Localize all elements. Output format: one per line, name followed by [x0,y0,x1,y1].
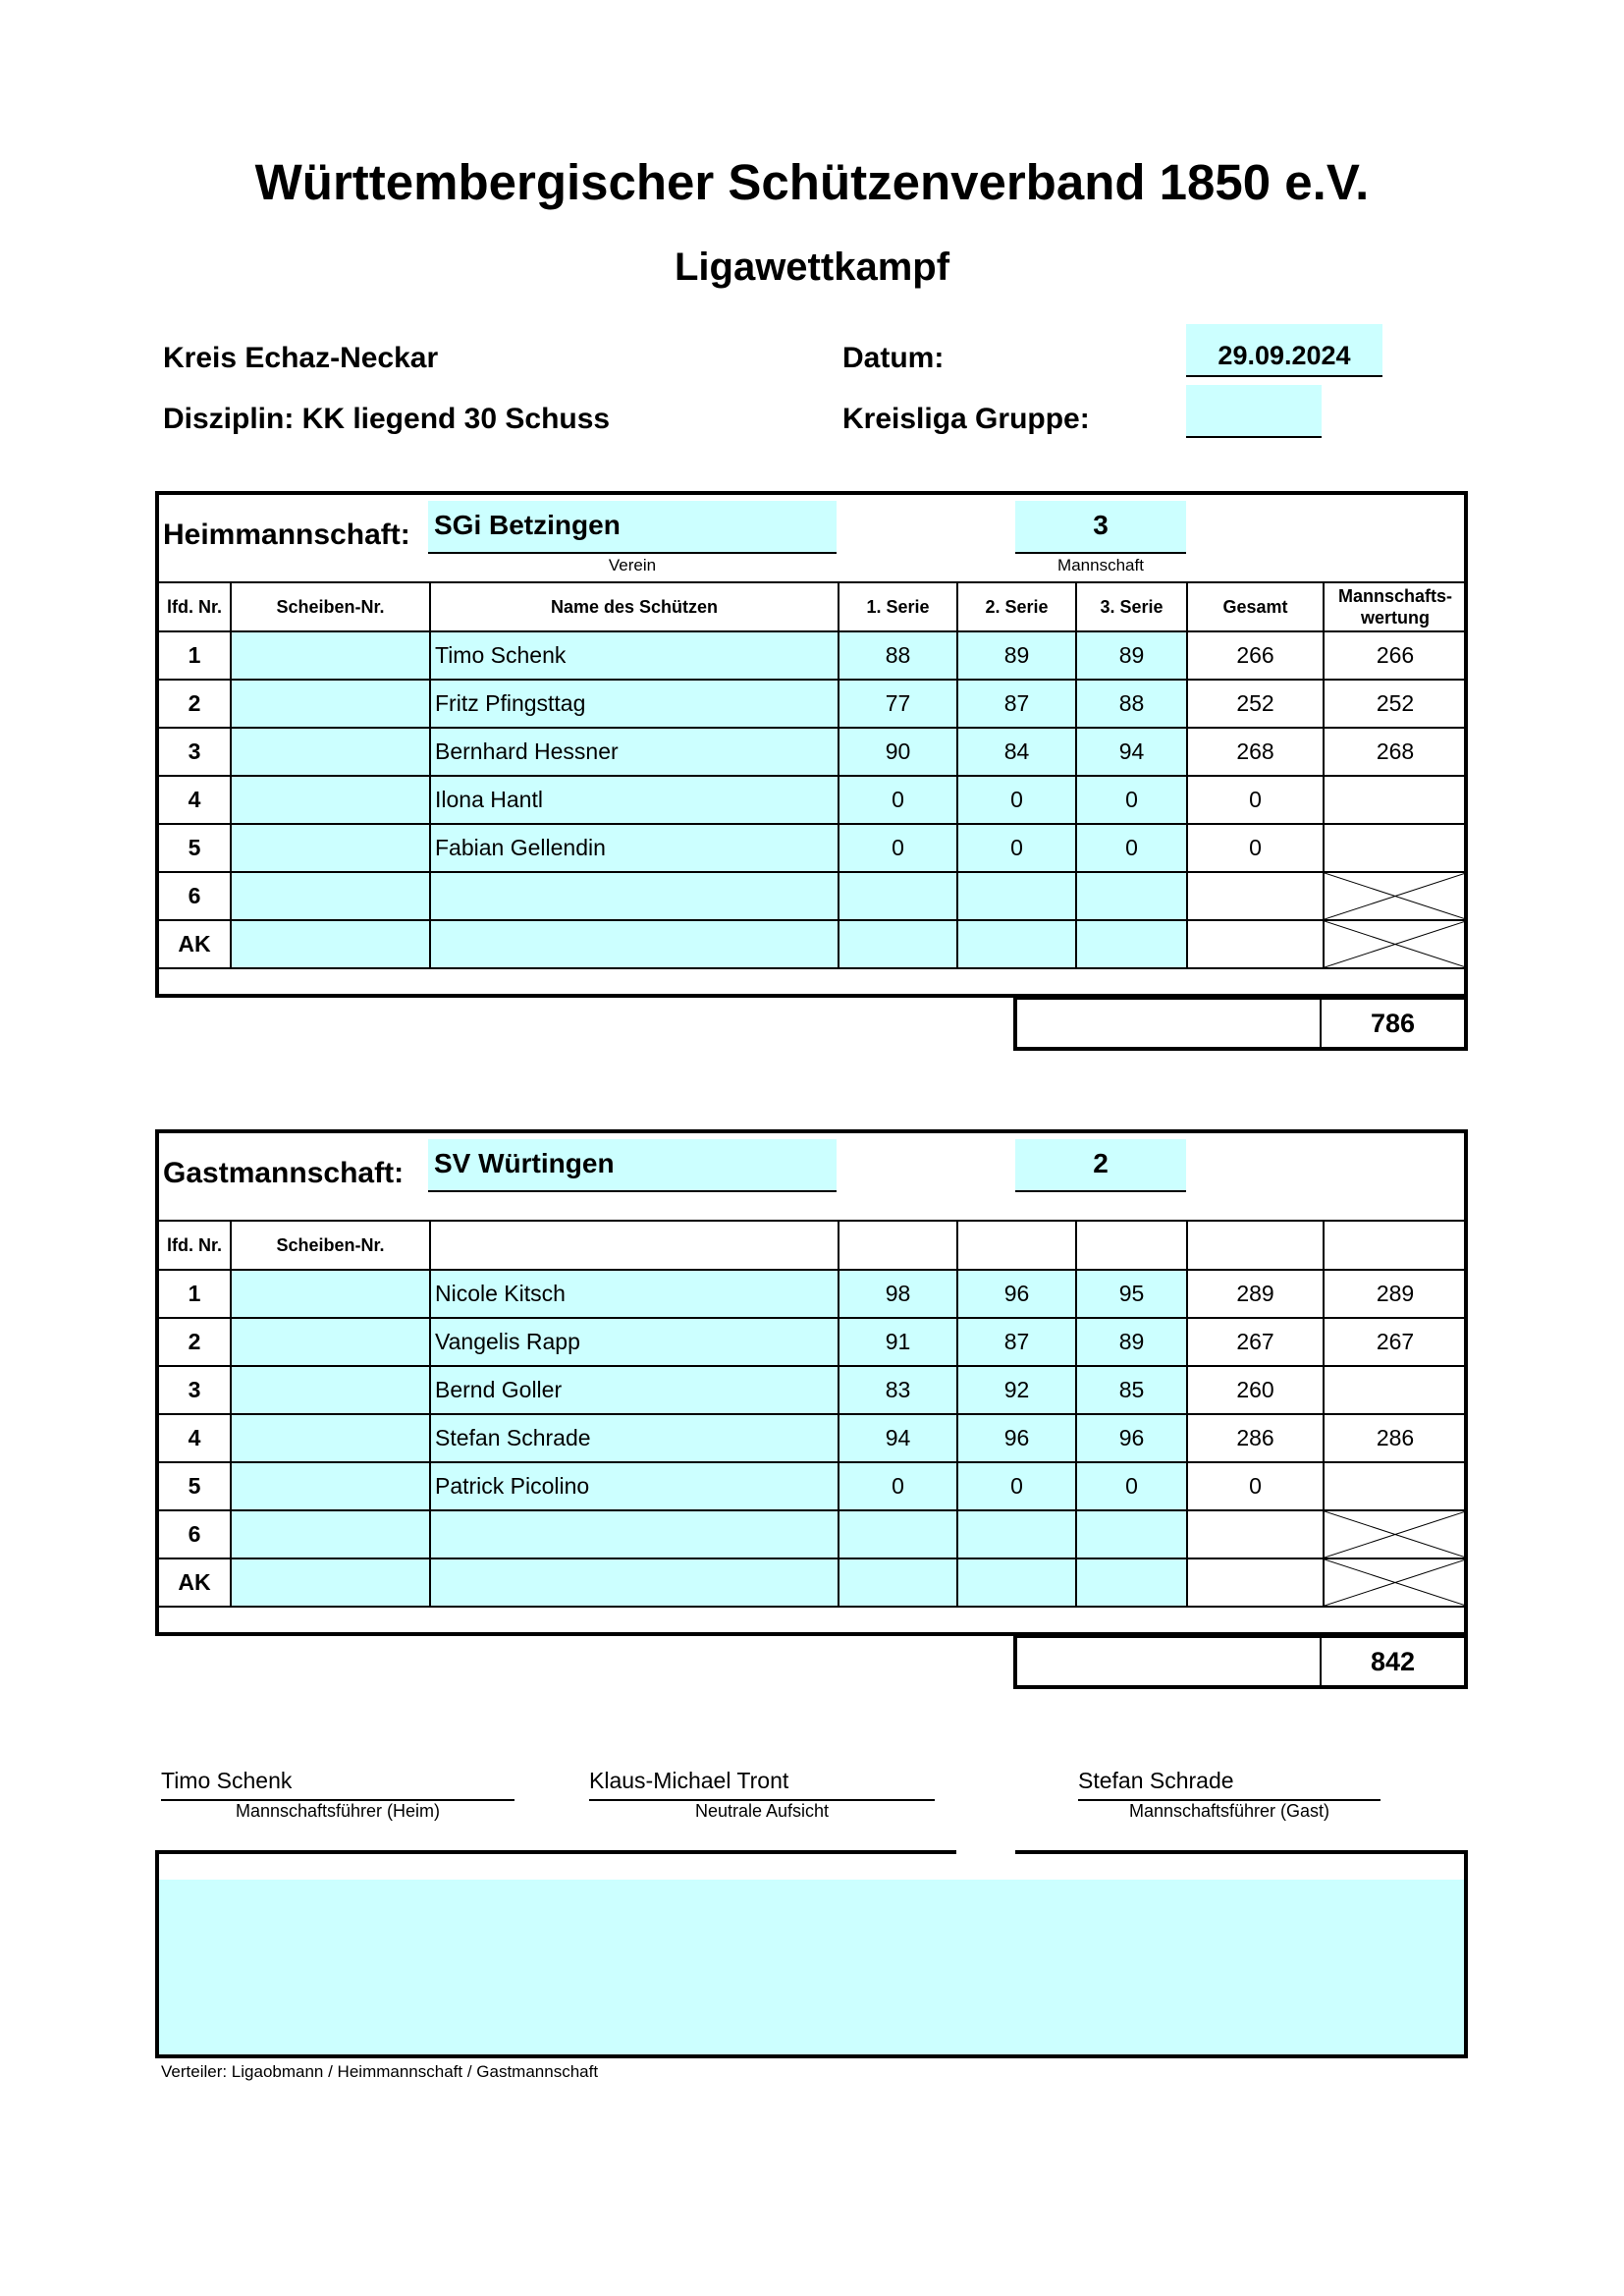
signature-guest-caption: Mannschaftsführer (Gast) [1128,1801,1330,1821]
shooter-name[interactable]: Patrick Picolino [430,1462,839,1510]
serie-1-cell[interactable] [839,920,957,968]
wertung-cell [1324,824,1467,872]
wertung-cell [1324,776,1467,824]
signature-referee-caption: Neutrale Aufsicht [694,1801,830,1821]
scheibe-cell[interactable] [231,920,430,968]
scheibe-cell[interactable] [231,776,430,824]
serie-2-cell[interactable]: 89 [957,631,1076,680]
scheibe-cell[interactable] [231,1414,430,1462]
serie-1-cell[interactable] [839,1558,957,1607]
gesamt-cell [1187,1510,1324,1558]
col-gesamt-empty [1187,1221,1324,1270]
serie-1-cell[interactable]: 91 [839,1318,957,1366]
serie-2-cell[interactable]: 0 [957,824,1076,872]
serie-1-cell[interactable]: 88 [839,631,957,680]
col-lfd: lfd. Nr. [158,1221,231,1270]
gesamt-cell: 266 [1187,631,1324,680]
row-number: 2 [158,680,231,728]
kreis-label: Kreis Echaz-Neckar [163,342,439,374]
cross-out-icon [1325,1511,1466,1558]
guest-verein-field[interactable]: SV Würtingen [428,1139,837,1192]
serie-3-cell[interactable]: 89 [1076,1318,1187,1366]
row-number: 6 [158,872,231,920]
table-row [158,872,1467,920]
scheibe-cell[interactable] [231,1558,430,1607]
verein-caption: Verein [608,556,657,574]
table-row [158,728,1467,776]
guest-mannschaft-field[interactable]: 2 [1015,1139,1186,1192]
home-total-value: 786 [1370,1009,1416,1038]
col-lfd: lfd. Nr. [158,582,231,631]
gesamt-cell: 0 [1187,776,1324,824]
col-serie-2: 2. Serie [957,582,1076,631]
datum-label: Datum: [842,342,945,374]
row-number: 5 [158,1462,231,1510]
document-title: Württembergischer Schützenverband 1850 e.V. [254,154,1370,210]
guest-total-value: 842 [1370,1647,1416,1676]
wertung-cell: 289 [1324,1270,1467,1318]
serie-1-cell[interactable]: 90 [839,728,957,776]
table-row [158,824,1467,872]
col-serie-1: 1. Serie [839,582,957,631]
row-number: AK [158,1558,231,1607]
serie-3-cell[interactable]: 0 [1076,776,1187,824]
serie-3-cell[interactable] [1076,1558,1187,1607]
wertung-cell: 286 [1324,1414,1467,1462]
row-number: 4 [158,1414,231,1462]
wertung-crossed-cell [1324,872,1467,920]
table-row [158,1270,1467,1318]
wertung-cell: 267 [1324,1318,1467,1366]
serie-2-cell[interactable]: 96 [957,1270,1076,1318]
wertung-cell: 252 [1324,680,1467,728]
scheibe-cell[interactable] [231,680,430,728]
serie-2-cell[interactable] [957,1558,1076,1607]
col-wertung-empty [1324,1221,1467,1270]
shooter-name[interactable]: Vangelis Rapp [430,1318,839,1366]
cross-out-icon [1325,1559,1466,1606]
cross-out-icon [1325,873,1466,919]
gruppe-label: Kreisliga Gruppe: [842,403,1090,435]
serie-1-cell[interactable] [839,1510,957,1558]
col-scheibe: Scheiben-Nr. [231,582,430,631]
serie-1-cell[interactable]: 0 [839,824,957,872]
gesamt-cell: 267 [1187,1318,1324,1366]
remarks-top-border-left [155,1850,956,1854]
serie-1-cell[interactable]: 77 [839,680,957,728]
serie-3-cell[interactable]: 0 [1076,824,1187,872]
serie-2-cell[interactable] [957,920,1076,968]
signature-referee[interactable]: Klaus-Michael Tront [589,1768,935,1801]
guest-score-table [157,1220,1468,1608]
serie-1-cell[interactable]: 83 [839,1366,957,1414]
col-serie-3-empty [1076,1221,1187,1270]
col-name: Name des Schützen [430,582,839,631]
shooter-name[interactable]: Fritz Pfingsttag [430,680,839,728]
col-serie-1-empty [839,1221,957,1270]
gesamt-cell [1187,1558,1324,1607]
shooter-name[interactable]: Nicole Kitsch [430,1270,839,1318]
serie-2-cell[interactable]: 87 [957,680,1076,728]
table-row [158,1318,1467,1366]
serie-3-cell[interactable]: 88 [1076,680,1187,728]
gesamt-cell: 0 [1187,1462,1324,1510]
wertung-crossed-cell [1324,1558,1467,1607]
gruppe-field[interactable] [1186,385,1322,438]
scheibe-cell[interactable] [231,1366,430,1414]
col-serie-2-empty [957,1221,1076,1270]
scheibe-cell[interactable] [231,1462,430,1510]
serie-3-cell[interactable] [1076,1510,1187,1558]
row-number: 3 [158,1366,231,1414]
remarks-field[interactable] [159,1880,1464,2054]
home-mannschaft-field[interactable]: 3 [1015,501,1186,554]
serie-1-cell[interactable]: 98 [839,1270,957,1318]
serie-2-cell[interactable] [957,1510,1076,1558]
gesamt-cell: 268 [1187,728,1324,776]
wertung-cell [1324,1462,1467,1510]
distribution-note: Verteiler: Ligaobmann / Heimmannschaft / Gastmannschaft [161,2062,599,2081]
col-scheibe: Scheiben-Nr. [231,1221,430,1270]
shooter-name[interactable]: Fabian Gellendin [430,824,839,872]
table-row [158,1366,1467,1414]
scheibe-cell[interactable] [231,1318,430,1366]
shooter-name[interactable]: Stefan Schrade [430,1414,839,1462]
col-name-empty [430,1221,839,1270]
table-row [158,1462,1467,1510]
home-verein-field[interactable]: SGi Betzingen [428,501,837,554]
scheibe-cell[interactable] [231,824,430,872]
serie-3-cell[interactable]: 0 [1076,1462,1187,1510]
mannschaft-caption: Mannschaft [1057,556,1144,574]
serie-1-cell[interactable]: 94 [839,1414,957,1462]
wertung-cell [1324,1366,1467,1414]
signature-home-caption: Mannschaftsführer (Heim) [235,1801,441,1821]
wertung-crossed-cell [1324,1510,1467,1558]
serie-3-cell[interactable]: 95 [1076,1270,1187,1318]
scheibe-cell[interactable] [231,872,430,920]
row-number: 5 [158,824,231,872]
wertung-cell: 266 [1324,631,1467,680]
serie-2-cell[interactable]: 84 [957,728,1076,776]
serie-2-cell[interactable]: 0 [957,776,1076,824]
row-number: 1 [158,631,231,680]
document-subtitle: Ligawettkampf [674,246,950,289]
row-number: AK [158,920,231,968]
serie-3-cell[interactable]: 94 [1076,728,1187,776]
serie-2-cell[interactable]: 92 [957,1366,1076,1414]
serie-3-cell[interactable]: 89 [1076,631,1187,680]
shooter-name[interactable] [430,1558,839,1607]
remarks-top-border-right [1015,1850,1468,1854]
gesamt-cell: 260 [1187,1366,1324,1414]
shooter-name[interactable]: Bernd Goller [430,1366,839,1414]
shooter-name[interactable]: Bernhard Hessner [430,728,839,776]
cross-out-icon [1325,921,1466,967]
wertung-cell: 268 [1324,728,1467,776]
signature-home-captain[interactable]: Timo Schenk [161,1768,514,1801]
serie-1-cell[interactable] [839,872,957,920]
table-row [158,1414,1467,1462]
table-row [158,1510,1467,1558]
disziplin-label: Disziplin: KK liegend 30 Schuss [163,403,611,435]
serie-2-cell[interactable]: 0 [957,1462,1076,1510]
serie-3-cell[interactable] [1076,872,1187,920]
col-wertung: Mannschafts-wertung [1324,582,1467,631]
gesamt-cell [1187,920,1324,968]
col-serie-3: 3. Serie [1076,582,1187,631]
row-number: 3 [158,728,231,776]
row-number: 4 [158,776,231,824]
shooter-name[interactable] [430,920,839,968]
gesamt-cell [1187,872,1324,920]
col-gesamt: Gesamt [1187,582,1324,631]
table-row [158,776,1467,824]
serie-3-cell[interactable]: 85 [1076,1366,1187,1414]
table-row [158,1558,1467,1607]
serie-2-cell[interactable] [957,872,1076,920]
table-row [158,680,1467,728]
gesamt-cell: 286 [1187,1414,1324,1462]
gesamt-cell: 252 [1187,680,1324,728]
table-row [158,920,1467,968]
gesamt-cell: 289 [1187,1270,1324,1318]
shooter-name[interactable]: Timo Schenk [430,631,839,680]
home-score-table [157,581,1468,969]
scheibe-cell[interactable] [231,1510,430,1558]
row-number: 2 [158,1318,231,1366]
shooter-name[interactable]: Ilona Hantl [430,776,839,824]
row-number: 6 [158,1510,231,1558]
serie-2-cell[interactable]: 96 [957,1414,1076,1462]
serie-3-cell[interactable]: 96 [1076,1414,1187,1462]
gesamt-cell: 0 [1187,824,1324,872]
serie-2-cell[interactable]: 87 [957,1318,1076,1366]
guest-team-label: Gastmannschaft: [163,1157,405,1189]
wertung-crossed-cell [1324,920,1467,968]
serie-1-cell[interactable]: 0 [839,776,957,824]
signature-guest-captain[interactable]: Stefan Schrade [1078,1768,1380,1801]
scheibe-cell[interactable] [231,728,430,776]
table-row [158,631,1467,680]
shooter-name[interactable] [430,872,839,920]
row-number: 1 [158,1270,231,1318]
scheibe-cell[interactable] [231,1270,430,1318]
serie-3-cell[interactable] [1076,920,1187,968]
serie-1-cell[interactable]: 0 [839,1462,957,1510]
datum-field[interactable]: 29.09.2024 [1186,324,1382,377]
scheibe-cell[interactable] [231,631,430,680]
shooter-name[interactable] [430,1510,839,1558]
home-team-label: Heimmannschaft: [163,519,410,551]
